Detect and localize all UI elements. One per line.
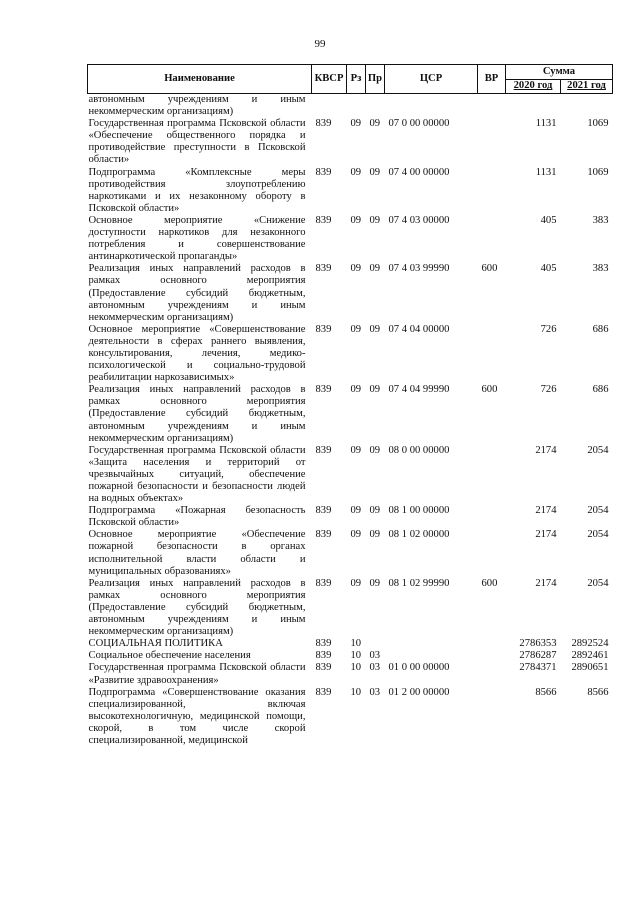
row-pr: 09 <box>369 529 381 541</box>
row-sum-2020: 726 <box>540 323 557 335</box>
row-rz: 09 <box>350 323 362 335</box>
row-rz: 10 <box>350 650 362 662</box>
row-vr <box>478 94 506 119</box>
row-rz: 09 <box>350 577 362 589</box>
row-rz: 10 <box>350 686 362 698</box>
table-row <box>88 215 613 263</box>
row-kvsr: 839 <box>315 444 332 456</box>
row-sum-2020: 405 <box>540 263 557 275</box>
row-sum-2021: 2892461 <box>571 650 609 662</box>
table-row <box>88 94 613 119</box>
row-kvsr: 839 <box>315 384 332 396</box>
row-rz <box>347 94 366 119</box>
row-name: Основное мероприятие «Совершенствование деятельности в сферах раннего выявления, консультирования, лечения, медико-психологической и социально-трудовой реабилитации наркозависимых» <box>88 323 306 384</box>
page-number: 99 <box>314 38 326 50</box>
row-sum-2021: 2054 <box>587 444 609 456</box>
header-csr: ЦСР <box>385 65 478 94</box>
row-sum-2021: 2054 <box>587 505 609 517</box>
row-vr <box>478 118 506 166</box>
table-row <box>88 263 613 323</box>
row-sum-2020: 2174 <box>535 444 557 456</box>
row-kvsr: 839 <box>315 263 332 275</box>
header-sum: Сумма <box>506 65 613 80</box>
row-sum-2020: 2784371 <box>519 662 557 674</box>
row-sum-2021: 2890651 <box>571 662 609 674</box>
row-pr: 09 <box>369 384 381 396</box>
row-sum-2020: 2174 <box>535 505 557 517</box>
row-sum-2020: 8566 <box>535 686 557 698</box>
row-kvsr: 839 <box>315 118 332 130</box>
row-rz: 09 <box>350 529 362 541</box>
row-csr: 08 1 02 99990 <box>388 577 450 589</box>
table-row <box>88 687 613 747</box>
row-rz: 10 <box>350 662 362 674</box>
row-name: Подпрограмма «Совершенствование оказания специализированной, включая высокотехнологичную, медицинской помощи, скорой, в том числе скорой специализированной, медицинской <box>88 686 306 746</box>
row-sum-2021: 686 <box>592 323 609 335</box>
row-csr: 07 4 03 99990 <box>388 263 450 275</box>
row-sum-2020: 1131 <box>535 166 557 178</box>
row-pr: 09 <box>369 577 381 589</box>
row-pr <box>366 638 385 650</box>
row-kvsr: 839 <box>315 214 332 226</box>
row-rz: 09 <box>350 263 362 275</box>
row-sum-2021: 686 <box>592 384 609 396</box>
table-row <box>88 650 613 662</box>
row-kvsr: 839 <box>315 638 332 650</box>
row-kvsr: 839 <box>315 686 332 698</box>
row-sum-2021: 2054 <box>587 577 609 589</box>
row-vr <box>478 215 506 263</box>
row-sum-2021: 383 <box>592 214 609 226</box>
row-vr: 600 <box>481 263 498 275</box>
table-body <box>88 94 613 748</box>
row-csr <box>385 94 478 119</box>
row-name: Основное мероприятие «Обеспечение пожарной безопасности в органах исполнительной власти области и муниципальных образованиях» <box>88 529 306 577</box>
table-row <box>88 118 613 166</box>
row-name: Реализация иных направлений расходов в рамках основного мероприятия (Предоставление субсидий бюджетным, автономным учреждениям и иным некоммерческим организациям) <box>88 384 306 444</box>
row-name: СОЦИАЛЬНАЯ ПОЛИТИКА <box>88 638 223 650</box>
row-vr <box>478 445 506 505</box>
row-kvsr: 839 <box>315 166 332 178</box>
row-csr: 07 4 00 00000 <box>388 166 450 178</box>
row-csr: 01 0 00 00000 <box>388 662 450 674</box>
row-vr <box>478 529 506 577</box>
row-vr <box>478 638 506 650</box>
row-vr <box>478 650 506 662</box>
row-vr <box>478 505 506 529</box>
row-sum-2021: 1069 <box>587 166 609 178</box>
row-rz: 09 <box>350 118 362 130</box>
row-sum-2020: 2786287 <box>519 650 557 662</box>
row-kvsr: 839 <box>315 505 332 517</box>
header-rz: Рз <box>347 65 366 94</box>
row-pr: 03 <box>369 650 381 662</box>
row-sum-2021: 383 <box>592 263 609 275</box>
table-row <box>88 167 613 215</box>
row-csr: 07 4 04 00000 <box>388 323 450 335</box>
row-name: Государственная программа Псковской области «Защита населения и территорий от чрезвычайных ситуаций, обеспечение пожарной безопасности и безопасности людей на водных объектах» <box>88 444 306 505</box>
row-sum-2021: 2054 <box>587 529 609 541</box>
row-sum-2021 <box>561 94 613 119</box>
row-kvsr <box>312 94 347 119</box>
row-vr: 600 <box>481 577 498 589</box>
row-name: Реализация иных направлений расходов в рамках основного мероприятия (Предоставление субсидий бюджетным, автономным учреждениям и иным некоммерческим организациям) <box>88 263 306 323</box>
row-name: Социальное обеспечение населения <box>88 650 251 662</box>
row-csr: 01 2 00 00000 <box>388 686 450 698</box>
budget-table <box>87 64 613 747</box>
row-pr: 09 <box>369 323 381 335</box>
row-csr: 07 4 03 00000 <box>388 214 450 226</box>
row-vr: 600 <box>481 384 498 396</box>
table-row <box>88 384 613 444</box>
row-name: Подпрограмма «Пожарная безопасность Псковской области» <box>88 505 306 529</box>
row-rz: 09 <box>350 505 362 517</box>
header-year-2020: 2020 год <box>506 80 561 94</box>
row-pr: 03 <box>369 662 381 674</box>
row-pr: 09 <box>369 214 381 226</box>
table-row <box>88 324 613 384</box>
row-csr: 08 1 00 00000 <box>388 505 450 517</box>
row-csr <box>385 638 478 650</box>
header-vr: ВР <box>478 65 506 94</box>
table-row <box>88 529 613 577</box>
row-name: автономным учреждениям и иным некоммерческим организациям) <box>88 94 306 118</box>
row-sum-2020: 405 <box>540 214 557 226</box>
row-sum-2020: 2174 <box>535 529 557 541</box>
row-kvsr: 839 <box>315 662 332 674</box>
row-rz: 10 <box>350 638 362 650</box>
row-sum-2021: 8566 <box>587 686 609 698</box>
row-pr: 09 <box>369 118 381 130</box>
row-vr <box>478 662 506 686</box>
table-row <box>88 578 613 638</box>
header-name: Наименование <box>88 65 312 94</box>
row-csr: 07 4 04 99990 <box>388 384 450 396</box>
row-vr <box>478 324 506 384</box>
row-pr: 09 <box>369 444 381 456</box>
row-sum-2020: 2786353 <box>519 638 557 650</box>
row-name: Основное мероприятие «Снижение доступности наркотиков для незаконного потребления и совершенствование антинаркотической пропаганды» <box>88 214 306 263</box>
row-pr <box>366 94 385 119</box>
table-row <box>88 505 613 529</box>
row-name: Реализация иных направлений расходов в рамках основного мероприятия (Предоставление субсидий бюджетным, автономным учреждениям и иным некоммерческим организациям) <box>88 577 306 638</box>
row-vr <box>478 167 506 215</box>
row-rz: 09 <box>350 444 362 456</box>
row-kvsr: 839 <box>315 323 332 335</box>
row-kvsr: 839 <box>315 577 332 589</box>
header-pr: Пр <box>366 65 385 94</box>
table-row <box>88 662 613 686</box>
row-name: Подпрограмма «Комплексные меры противодействия злоупотреблению наркотиками и их незаконному обороту в Псковской области» <box>88 166 306 214</box>
row-vr <box>478 687 506 747</box>
table-header <box>88 65 613 94</box>
row-sum-2021: 2892524 <box>571 638 609 650</box>
row-name: Государственная программа Псковской области «Обеспечение общественного порядка и противодействие преступности в Псковской области» <box>88 118 306 166</box>
row-kvsr: 839 <box>315 529 332 541</box>
table-row <box>88 445 613 505</box>
row-sum-2021: 1069 <box>587 118 609 130</box>
row-sum-2020 <box>506 94 561 119</box>
row-name: Государственная программа Псковской области «Развитие здравоохранения» <box>88 662 306 686</box>
row-sum-2020: 2174 <box>535 577 557 589</box>
row-csr: 07 0 00 00000 <box>388 118 450 130</box>
table-row <box>88 638 613 650</box>
row-rz: 09 <box>350 214 362 226</box>
row-pr: 09 <box>369 505 381 517</box>
row-pr: 03 <box>369 686 381 698</box>
row-csr <box>385 650 478 662</box>
row-rz: 09 <box>350 166 362 178</box>
row-pr: 09 <box>369 263 381 275</box>
header-year-2021: 2021 год <box>561 80 613 94</box>
row-csr: 08 0 00 00000 <box>388 444 450 456</box>
row-kvsr: 839 <box>315 650 332 662</box>
row-pr: 09 <box>369 166 381 178</box>
row-sum-2020: 726 <box>540 384 557 396</box>
row-rz: 09 <box>350 384 362 396</box>
row-sum-2020: 1131 <box>535 118 557 130</box>
header-kvsr: КВСР <box>312 65 347 94</box>
row-csr: 08 1 02 00000 <box>388 529 450 541</box>
